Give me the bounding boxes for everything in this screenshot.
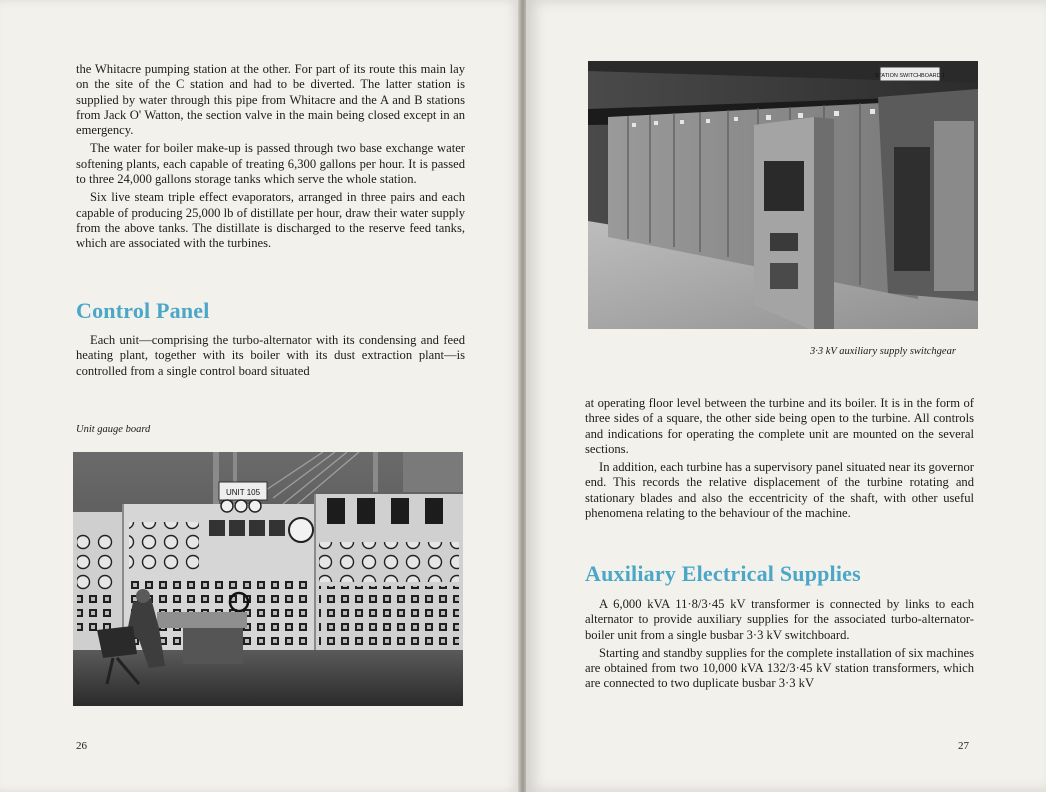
control-panel-heading: Control Panel	[76, 298, 210, 323]
auxiliary-paragraph-1: A 6,000 kVA 11·8/3·45 kV transformer is connected by links to each alternator to provide auxiliary supplies for the associated turbo-alternator-boiler unit from a single busbar 3·3 kV switchboard.	[585, 597, 974, 642]
switchgear-photo	[588, 61, 978, 329]
left-page	[0, 0, 520, 792]
auxiliary-supplies-heading: Auxiliary Electrical Supplies	[585, 561, 861, 586]
right-body-text	[585, 396, 974, 524]
right-page-number: 27	[958, 740, 969, 752]
unit-gauge-board-caption: Unit gauge board	[76, 424, 151, 435]
control-panel-text	[76, 333, 465, 382]
unit-sign-label: UNIT 105	[225, 488, 261, 497]
left-body-text	[76, 62, 465, 255]
right-paragraph-1: at operating floor level between the turbine and its boiler. It is in the form of three sides of a square, the other side being open to the turbine. All controls and indications for operating the complete unit are mounted on the several sections.	[585, 396, 974, 456]
unit-gauge-board-photo	[73, 452, 463, 706]
auxiliary-paragraph-2: Starting and standby supplies for the complete installation of six machines are obtained from two 10,000 kVA 132/3·45 kV station transformers, which are connected to two duplicate busbar 3·3 kV	[585, 645, 974, 691]
control-panel-paragraph: Each unit—comprising the turbo-alternator with its condensing and feed heating plant, together with its boiler with its dust extraction plant—is controlled from a single control board situated	[76, 333, 465, 378]
right-paragraph-2: In addition, each turbine has a supervisory panel situated near its governor end. This records the relative displacement of the turbine rotating and stationary blades and also the eccentricity of the shaft, with other useful phenomena relating to the behaviour of the machine.	[585, 460, 974, 521]
left-paragraph-2: The water for boiler make-up is passed through two base exchange water softening plants, each capable of treating 6,300 gallons per hour. It is passed to three 24,000 gallons storage tanks which serve the whole station.	[76, 141, 465, 187]
switchgear-caption: 3·3 kV auxiliary supply switchgear	[810, 346, 956, 357]
auxiliary-supplies-text	[585, 597, 974, 695]
left-paragraph-3: Six live steam triple effect evaporators, arranged in three pairs and each capable of producing 25,000 lb of distillate per hour, draw their water supply from the above tanks. The distillate is discharged to the reserve feed tanks, which are associated with the turbines.	[76, 190, 465, 251]
left-page-number: 26	[76, 740, 87, 752]
right-page	[526, 0, 1046, 792]
left-paragraph-1: the Whitacre pumping station at the other. For part of its route this main lay on the site of the C station and had to be diverted. The latter station is supplied by water through this pipe from Whitacre and the A and B stations from Jack O' Watton, the section valve in the main being closed except in an emergency.	[76, 62, 465, 138]
switchboard-sign-label: STATION SWITCHBOARD 1	[874, 73, 946, 79]
